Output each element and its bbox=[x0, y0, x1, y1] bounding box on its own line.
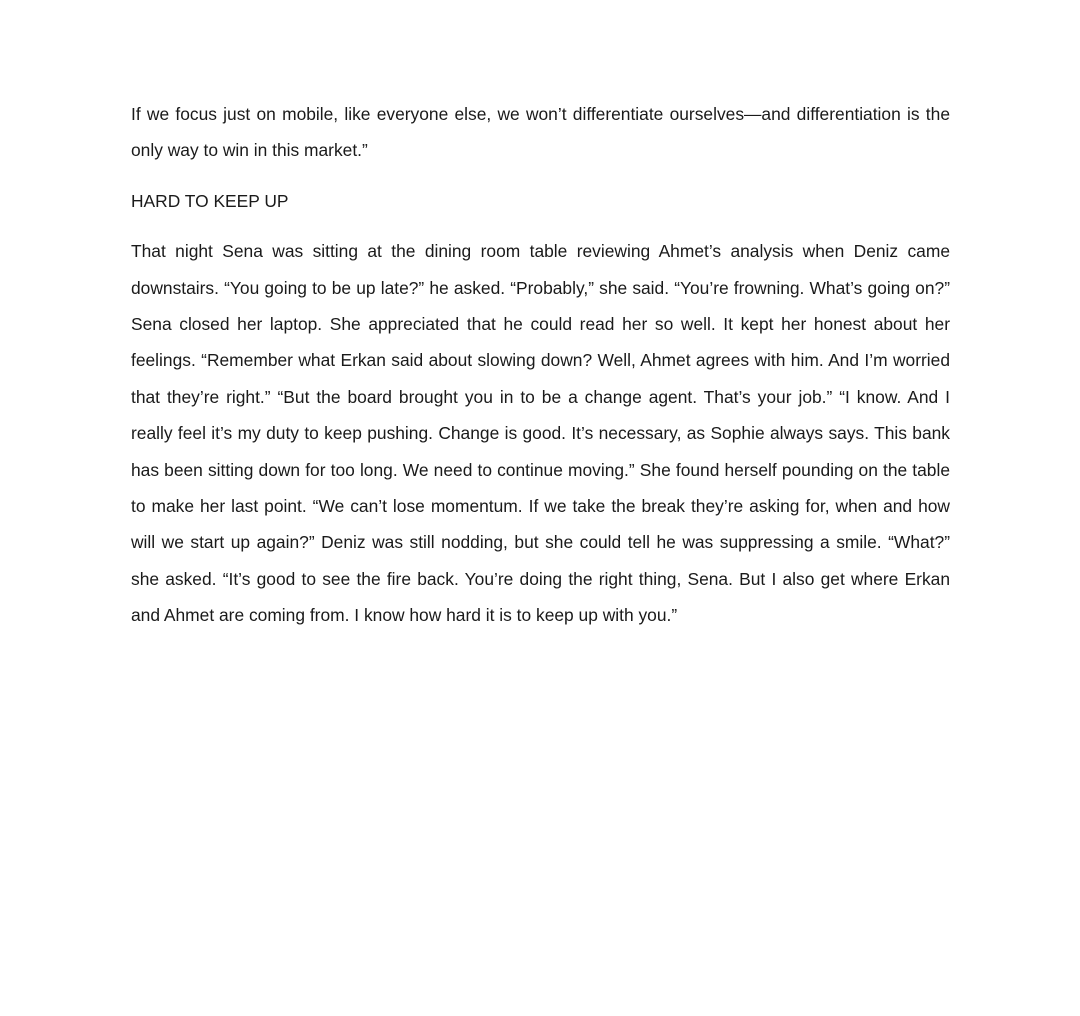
section-heading: HARD TO KEEP UP bbox=[131, 190, 289, 211]
paragraph-intro: If we focus just on mobile, like everyone else, we won’t differentiate ourselves—and differentiation is the only way to win in this market.” bbox=[131, 104, 950, 161]
paragraph-body: That night Sena was sitting at the dining room table reviewing Ahmet’s analysis when Deniz came downstairs. “You going to be up late?” he asked. “Probably,” she said. “You’re frowning. What’s going on?” Sena closed her laptop. She appreciated that he could read her so well. It kept her honest about her feelings. “Remember what Erkan said about slowing down? Well, Ahmet agrees with him. And I’m worried that they’re right.” “But the board brought you in to be a change agent. That’s your job.” “I know. And I really feel it’s my duty to keep pushing. Change is good. It’s necessary, as Sophie always says. This bank has been sitting down for too long. We need to continue moving.” She found herself pounding on the table to make her last point. “We can’t lose momentum. If we take the break they’re asking for, when and how will we start up again?” Deniz was still nodding, but she could tell he was suppressing a smile. “What?” she asked. “It’s good to see the fire back. You’re doing the right thing, Sena. But I also get where Erkan and Ahmet are coming from. I know how hard it is to keep up with you.” bbox=[131, 241, 950, 626]
document-page bbox=[131, 96, 950, 634]
